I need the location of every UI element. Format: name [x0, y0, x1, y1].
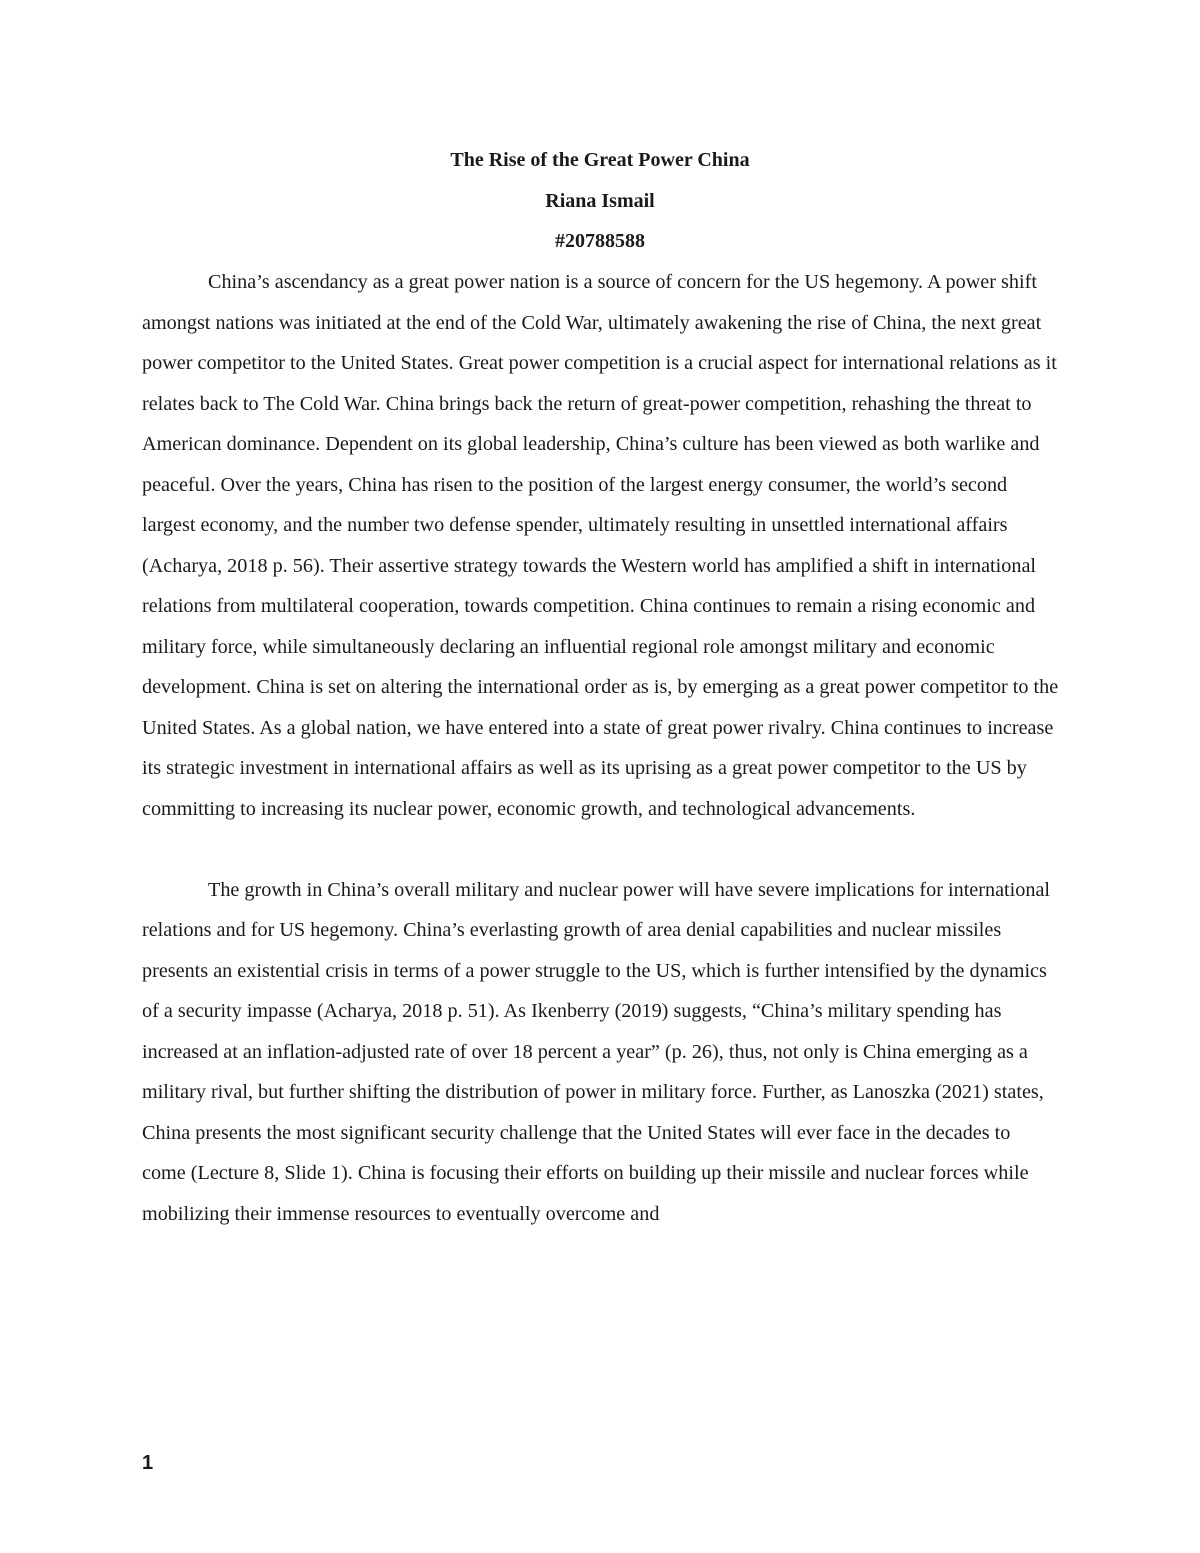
paragraph-1: China’s ascendancy as a great power nation is a source of concern for the US hegemony. A power shift amongst nations was initiated at the end of the Cold War, ultimately awakening the rise of China, the next great power competitor to the United States. Great power competition is a crucial aspect for international relations as it relates back to The Cold War. China brings back the return of great-power competition, rehashing the threat to American dominance. Dependent on its global leadership, China’s culture has been viewed as both warlike and peaceful. Over the years, China has risen to the position of the largest energy consumer, the world’s second largest economy, and the number two defense spender, ultimately resulting in unsettled international affairs (Acharya, 2018 p. 56). Their assertive strategy towards the Western world has amplified a shift in international relations from multilateral cooperation, towards competition. China continues to remain a rising economic and military force, while simultaneously declaring an influential regional role amongst military and economic development. China is set on altering the international order as is, by emerging as a great power competitor to the United States. As a global nation, we have entered into a state of great power rivalry. China continues to increase its strategic investment in international affairs as well as its uprising as a great power competitor to the US by committing to increasing its nuclear power, economic growth, and technological advancements.	[142, 271, 1059, 820]
page-number: 1	[142, 1452, 154, 1474]
title-block	[0, 140, 1200, 262]
author-name: Riana Ismail	[545, 189, 655, 212]
paragraph-spacer	[142, 829, 1059, 870]
document-body	[142, 262, 1059, 1234]
document-title: The Rise of the Great Power China	[450, 149, 750, 171]
student-number: #20788588	[555, 230, 645, 252]
paragraph-2: The growth in China’s overall military and nuclear power will have severe implications for international relations and for US hegemony. China’s everlasting growth of area denial capabilities and nuclear missiles presents an existential crisis in terms of a power struggle to the US, which is further intensified by the dynamics of a security impasse (Acharya, 2018 p. 51). As Ikenberry (2019) suggests, “China’s military spending has increased at an inflation-adjusted rate of over 18 percent a year” (p. 26), thus, not only is China emerging as a military rival, but further shifting the distribution of power in military force. Further, as Lanoszka (2021) states, China presents the most significant security challenge that the United States will ever face in the decades to come (Lecture 8, Slide 1). China is focusing their efforts on building up their missile and nuclear forces while mobilizing their immense resources to eventually overcome and	[142, 878, 1051, 1225]
